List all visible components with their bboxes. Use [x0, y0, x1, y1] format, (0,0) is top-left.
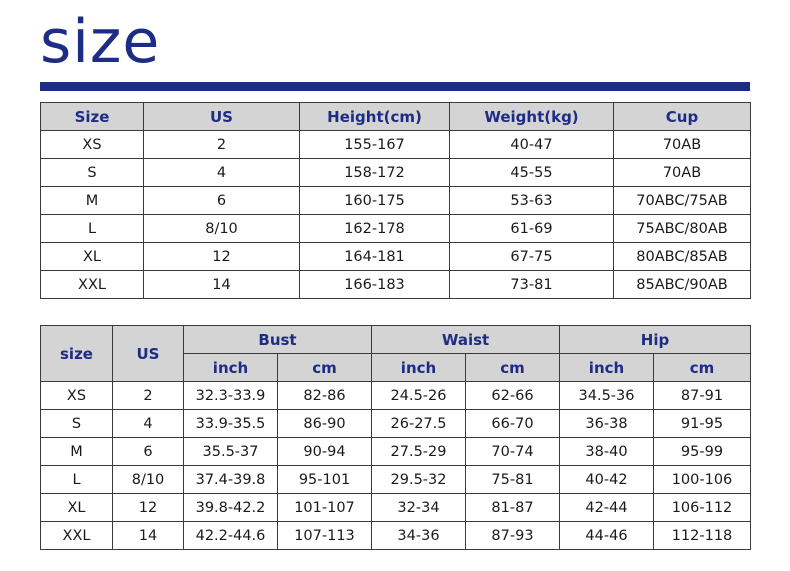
table-cell: 87-93: [466, 522, 560, 550]
table-cell: 44-46: [560, 522, 654, 550]
table-cell: 162-178: [300, 215, 450, 243]
table-cell: 90-94: [278, 438, 372, 466]
title-divider: [40, 82, 750, 91]
table-cell: 107-113: [278, 522, 372, 550]
table-cell: 160-175: [300, 187, 450, 215]
table-cell: XS: [41, 382, 113, 410]
table-cell: XL: [41, 494, 113, 522]
table-cell: M: [41, 187, 144, 215]
table-cell: 87-91: [654, 382, 751, 410]
table-cell: 66-70: [466, 410, 560, 438]
table-cell: 61-69: [450, 215, 614, 243]
subheader-hip-inch: inch: [560, 354, 654, 382]
table-cell: 166-183: [300, 271, 450, 299]
table-cell: 85ABC/90AB: [614, 271, 751, 299]
table-cell: 4: [113, 410, 184, 438]
table-row: [41, 466, 751, 494]
table-cell: 8/10: [113, 466, 184, 494]
table-cell: 42-44: [560, 494, 654, 522]
header-size: size: [41, 326, 113, 382]
measurement-table-body: [41, 382, 751, 550]
table-cell: 45-55: [450, 159, 614, 187]
header-weight: Weight(kg): [450, 103, 614, 131]
table-cell: 34-36: [372, 522, 466, 550]
table-cell: 164-181: [300, 243, 450, 271]
table-cell: 40-47: [450, 131, 614, 159]
table-cell: 95-99: [654, 438, 751, 466]
table-row: [41, 410, 751, 438]
table-cell: 12: [144, 243, 300, 271]
measurement-table-header-row: [41, 326, 751, 354]
table-row: [41, 159, 751, 187]
table-cell: XXL: [41, 522, 113, 550]
header-size: Size: [41, 103, 144, 131]
table-cell: L: [41, 466, 113, 494]
table-row: [41, 382, 751, 410]
table-cell: 2: [144, 131, 300, 159]
table-cell: 39.8-42.2: [184, 494, 278, 522]
table-cell: XL: [41, 243, 144, 271]
table-cell: 2: [113, 382, 184, 410]
size-table-body: [41, 131, 751, 299]
table-row: [41, 494, 751, 522]
header-us: US: [144, 103, 300, 131]
table-cell: 75-81: [466, 466, 560, 494]
table-cell: 80ABC/85AB: [614, 243, 751, 271]
header-cup: Cup: [614, 103, 751, 131]
header-height: Height(cm): [300, 103, 450, 131]
header-us: US: [113, 326, 184, 382]
table-cell: 14: [144, 271, 300, 299]
size-table: [40, 102, 751, 299]
measurement-table: [40, 325, 751, 550]
table-row: [41, 271, 751, 299]
table-cell: M: [41, 438, 113, 466]
table-cell: 73-81: [450, 271, 614, 299]
table-cell: 100-106: [654, 466, 751, 494]
subheader-bust-inch: inch: [184, 354, 278, 382]
header-hip: Hip: [560, 326, 751, 354]
table-cell: 12: [113, 494, 184, 522]
table-cell: 155-167: [300, 131, 450, 159]
table-cell: 70AB: [614, 159, 751, 187]
header-waist: Waist: [372, 326, 560, 354]
table-cell: 70AB: [614, 131, 751, 159]
header-bust: Bust: [184, 326, 372, 354]
table-cell: 8/10: [144, 215, 300, 243]
table-cell: 34.5-36: [560, 382, 654, 410]
table-row: [41, 522, 751, 550]
page-title: size: [40, 7, 161, 77]
table-cell: 91-95: [654, 410, 751, 438]
table-cell: 82-86: [278, 382, 372, 410]
table-cell: 101-107: [278, 494, 372, 522]
table-cell: 75ABC/80AB: [614, 215, 751, 243]
subheader-waist-cm: cm: [466, 354, 560, 382]
table-cell: 62-66: [466, 382, 560, 410]
table-cell: 29.5-32: [372, 466, 466, 494]
table-cell: 35.5-37: [184, 438, 278, 466]
table-cell: XS: [41, 131, 144, 159]
table-cell: 112-118: [654, 522, 751, 550]
table-cell: 33.9-35.5: [184, 410, 278, 438]
table-cell: 106-112: [654, 494, 751, 522]
table-cell: 26-27.5: [372, 410, 466, 438]
table-cell: 40-42: [560, 466, 654, 494]
table-cell: 42.2-44.6: [184, 522, 278, 550]
table-cell: 36-38: [560, 410, 654, 438]
table-cell: 32.3-33.9: [184, 382, 278, 410]
table-cell: S: [41, 410, 113, 438]
table-row: [41, 438, 751, 466]
table-row: [41, 243, 751, 271]
table-cell: 70-74: [466, 438, 560, 466]
size-table-header-row: [41, 103, 751, 131]
table-cell: 37.4-39.8: [184, 466, 278, 494]
subheader-bust-cm: cm: [278, 354, 372, 382]
table-cell: 32-34: [372, 494, 466, 522]
table-cell: 158-172: [300, 159, 450, 187]
subheader-hip-cm: cm: [654, 354, 751, 382]
table-cell: 4: [144, 159, 300, 187]
table-cell: 81-87: [466, 494, 560, 522]
table-cell: 86-90: [278, 410, 372, 438]
table-cell: L: [41, 215, 144, 243]
table-row: [41, 215, 751, 243]
table-cell: 6: [144, 187, 300, 215]
table-cell: 38-40: [560, 438, 654, 466]
table-cell: 67-75: [450, 243, 614, 271]
table-row: [41, 131, 751, 159]
table-cell: XXL: [41, 271, 144, 299]
table-cell: 53-63: [450, 187, 614, 215]
subheader-waist-inch: inch: [372, 354, 466, 382]
table-cell: 70ABC/75AB: [614, 187, 751, 215]
table-cell: 24.5-26: [372, 382, 466, 410]
table-cell: 95-101: [278, 466, 372, 494]
table-cell: 6: [113, 438, 184, 466]
table-cell: 14: [113, 522, 184, 550]
table-cell: S: [41, 159, 144, 187]
table-row: [41, 187, 751, 215]
table-cell: 27.5-29: [372, 438, 466, 466]
